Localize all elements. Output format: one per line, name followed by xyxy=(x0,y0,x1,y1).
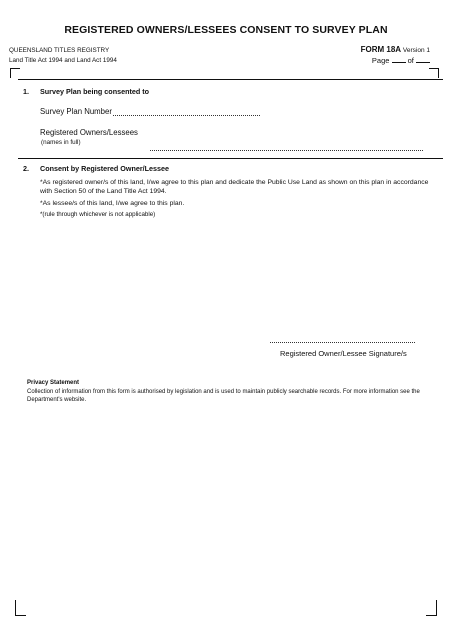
page-total-field[interactable] xyxy=(416,56,430,63)
section-1-number: 1. xyxy=(23,87,29,96)
corner-mark-top-left xyxy=(10,68,20,78)
corner-mark-bottom-right xyxy=(426,600,437,616)
section-2-number: 2. xyxy=(23,164,29,173)
survey-plan-number-label: Survey Plan Number xyxy=(40,107,112,116)
of-label: of xyxy=(407,56,414,65)
registry-header xyxy=(9,46,117,66)
legislation-acts: Land Title Act 1994 and Land Act 1994 xyxy=(9,57,117,64)
corner-mark-top-right xyxy=(429,68,439,78)
names-in-full-hint: (names in full) xyxy=(41,139,81,146)
form-identifier xyxy=(361,45,430,66)
lessee-consent-statement: *As lessee/s of this land, I/we agree to this plan. xyxy=(40,200,185,207)
signature-label: Registered Owner/Lessee Signature/s xyxy=(280,349,407,358)
survey-plan-number-field[interactable] xyxy=(113,115,260,116)
registered-owners-field[interactable] xyxy=(150,150,423,151)
privacy-statement-text: Collection of information from this form is authorised by legislation and is used to maintain publicly searchable records. For more information see the Department's website. xyxy=(27,389,420,403)
section-1-title: Survey Plan being consented to xyxy=(40,87,150,96)
form-version: Version 1 xyxy=(402,47,430,54)
registry-name: QUEENSLAND TITLES REGISTRY xyxy=(9,47,110,54)
page-label: Page xyxy=(371,56,390,65)
form-number: FORM 18A xyxy=(360,45,402,54)
section-2-title: Consent by Registered Owner/Lessee xyxy=(40,164,170,173)
corner-mark-bottom-left xyxy=(15,600,26,616)
page-number-field[interactable] xyxy=(392,56,406,63)
page-count xyxy=(361,56,430,66)
owner-consent-statement: *As registered owner/s of this land, I/we agree to this plan and dedicate the Public Use Land as shown on this plan in accordance with Section 50 of the Land Title Act 1994. xyxy=(40,179,429,195)
signature-field[interactable] xyxy=(270,342,415,343)
section-divider xyxy=(18,158,443,159)
registered-owners-label: Registered Owners/Lessees xyxy=(40,128,138,137)
form-title: REGISTERED OWNERS/LESSEES CONSENT TO SURVEY PLAN xyxy=(64,24,388,36)
header-rule xyxy=(18,79,443,80)
privacy-statement-title: Privacy Statement xyxy=(27,380,80,386)
rule-through-note: *(rule through whichever is not applicable) xyxy=(40,211,156,218)
